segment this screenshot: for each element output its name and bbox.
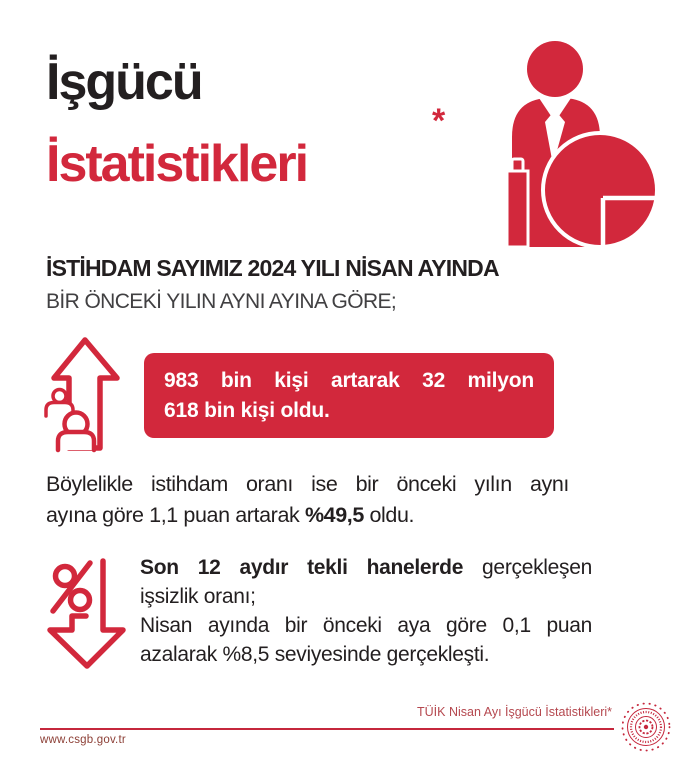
employment-rate-line2-text: ayına göre 1,1 puan artarak xyxy=(46,503,305,527)
employment-rate-value: %49,5 xyxy=(304,503,364,527)
highlight-line1: 983 bin kişi artarak 32 milyon xyxy=(164,369,534,392)
unemployment-bold-lead: Son 12 aydır tekli hanelerde xyxy=(140,556,464,579)
page-title-line1: İşgücü xyxy=(46,53,202,111)
unemployment-paragraph xyxy=(140,553,592,669)
unemployment-line1 xyxy=(140,553,592,582)
unemployment-line1-rest: gerçekleşen xyxy=(463,556,592,579)
employment-rate-paragraph xyxy=(46,469,569,531)
percent-down-arrow-icon xyxy=(40,548,130,673)
people-up-arrow-icon xyxy=(42,335,124,453)
website-url: www.csgb.gov.tr xyxy=(40,734,126,746)
footer-divider xyxy=(40,728,614,730)
employment-rate-line2-end: oldu. xyxy=(363,503,415,527)
page-title-line2: İstatistikleri xyxy=(46,135,308,193)
worker-piechart-icon xyxy=(495,25,695,247)
employment-rate-line2 xyxy=(46,500,569,531)
section-heading: İSTİHDAM SAYIMIZ 2024 YILI NİSAN AYINDA xyxy=(46,255,499,281)
unemployment-line2: işsizlik oranı; xyxy=(140,585,256,608)
employment-rate-line1: Böylelikle istihdam oranı ise bir önceki yılın aynı xyxy=(46,472,569,496)
source-note: TÜİK Nisan Ayı İşgücü İstatistikleri* xyxy=(417,705,612,719)
section-subheading: BİR ÖNCEKİ YILIN AYNI AYINA GÖRE; xyxy=(46,290,397,313)
title-asterisk-icon: * xyxy=(432,102,446,140)
ministry-seal-icon xyxy=(620,701,672,753)
highlight-line2: 618 bin kişi oldu. xyxy=(164,399,330,422)
unemployment-line3: Nisan ayında bir önceki aya göre 0,1 puan xyxy=(140,614,592,637)
unemployment-line4: azalarak %8,5 seviyesinde gerçekleşti. xyxy=(140,643,490,666)
highlight-box xyxy=(144,353,554,438)
